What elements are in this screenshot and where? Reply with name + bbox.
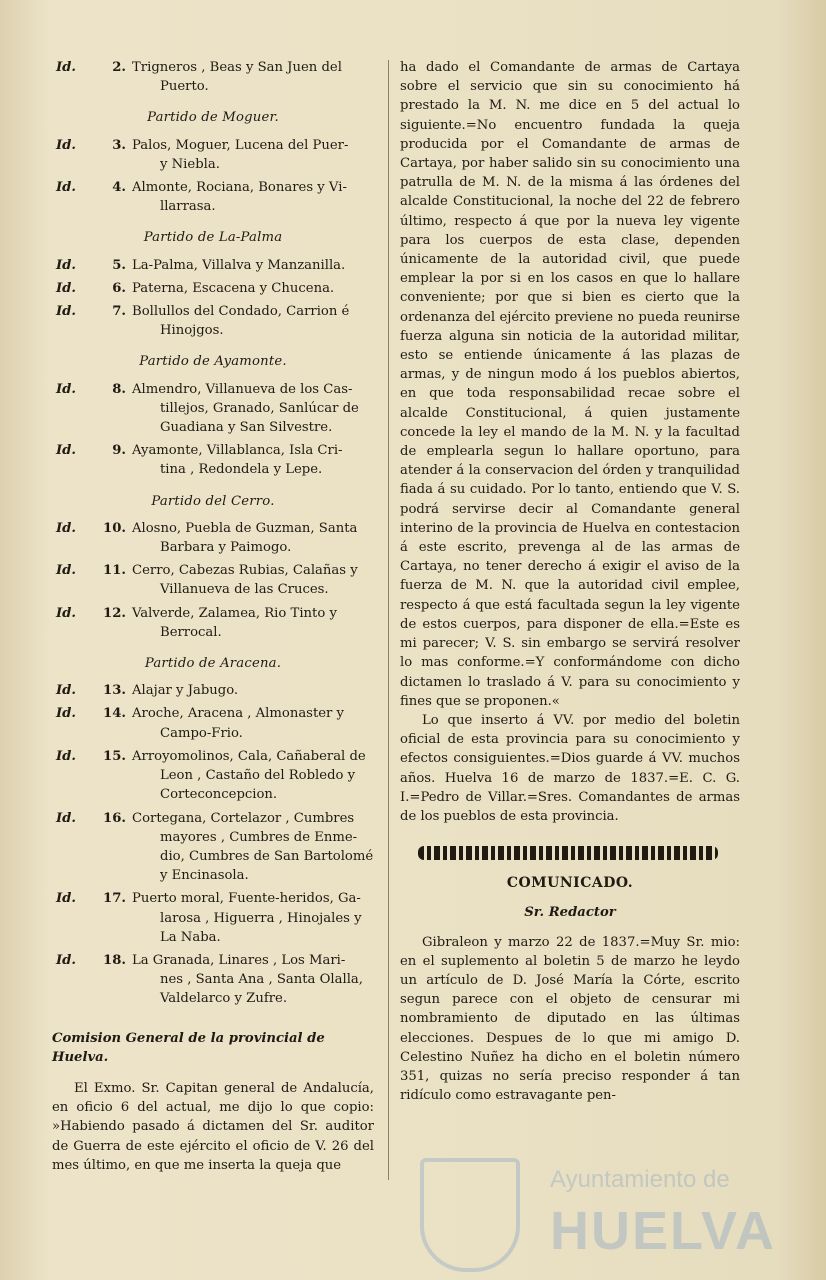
right-column	[400, 58, 740, 1105]
entry-id-label: Id.	[56, 180, 76, 196]
entry-towns-line: Villanueva de las Cruces.	[160, 582, 329, 598]
entry-number: 18.	[103, 952, 126, 968]
entry-id-label: Id.	[56, 952, 76, 968]
entry-number: 13.	[103, 683, 126, 699]
entry-id-label: Id.	[56, 257, 76, 273]
entry-id-label: Id.	[56, 891, 76, 907]
partido-heading-aracena: Partido de Aracena.	[144, 656, 282, 672]
district-entry	[52, 279, 374, 298]
dictamen-paragraph: ha dado el Comandante de armas de Cartaya sobre el servicio que sin su conocimiento há prestado la M. N. me dice en 5 del actual lo siguiente.=No encuentro fundada la queja producida por el Comandante de armas de Cartaya, por haber salido sin su conocimiento una patrulla de M. N. de la misma á las órdenes del alcalde Constitucional, la noche del 22 de febrero último, respecto á que por la nueva ley vigente para los cuerpos de esta clase, dependen únicamente de la autoridad civil, que puede emplear la por si en los casos en que lo hallare conveniente; por que si bien es cierto que la ordenanza del ejército previene no pueda reunirse fuerza alguna sin noticia de la autoridad militar, esto se entiende únicamente á las plazas de armas, y de ningun modo á los pueblos abiertos, en que toda responsabilidad recae sobre el alcalde Constitucional, á quien justamente concede la ley el mando de la M. N. y la facultad de emplearla segun lo hallare oportuno, para atender á la conservacion del órden y tranquilidad fiada á su cuidado. Por lo tanto, entiendo que V. S. podrá servirse decir al Comandante general interino de la provincia de Huelva en contestacion á este escrito, prevenga al de las armas de Cartaya, no tener derecho á exigir el aviso de la fuerza de M. N. que la autoridad civil emplee, respecto á que está facultada segun la ley vigente de estos cuerpos, para disponer de ella.=Este es mi parecer; V. S. sin embargo se servirá resolver lo mas conforme.=Y conformándome con dicho dictamen lo traslado á V. para su conocimiento y fines que se proponen.«	[400, 60, 740, 709]
entries-group	[52, 519, 374, 642]
entry-towns-line: Barbara y Paimogo.	[160, 540, 292, 556]
district-entry	[52, 58, 374, 96]
entry-towns	[132, 519, 374, 557]
entry-towns	[132, 704, 374, 742]
district-entry	[52, 256, 374, 275]
district-entry	[52, 747, 374, 805]
entry-number: 12.	[103, 605, 126, 621]
entry-id-label: Id.	[56, 381, 76, 397]
entry-towns-line: Corteconcepcion.	[160, 787, 278, 803]
entry-id-label: Id.	[56, 810, 76, 826]
entry-towns	[132, 380, 374, 438]
entry-number: 11.	[103, 563, 126, 579]
entries-group	[52, 58, 374, 96]
entry-towns-line: Campo-Frio.	[160, 725, 243, 741]
entry-number: 10.	[103, 520, 126, 536]
entry-towns	[132, 561, 374, 599]
insertion-paragraph: Lo que inserto á VV. por medio del boletin oficial de esta provincia para su conocimiento y efectos consiguientes.=Dios guarde á VV. muchos años. Huelva 16 de marzo de 1837.=E. C. G. I.=Pedro de Villar.=Sres. Comandantes de armas de los pueblos de esta provincia.	[400, 712, 740, 824]
entries-group	[52, 256, 374, 341]
comision-text: El Exmo. Sr. Capitan general de Andalucía, en oficio 6 del actual, me dijo lo que copio: »Habiendo pasado á dictamen del Sr. auditor de Guerra de este ejército el oficio de V. 26 del mes último, en que me inserta la queja que	[52, 1080, 374, 1173]
entry-towns	[132, 302, 374, 340]
entry-towns-line: Cortegana, Cortelazor , Cumbres	[132, 810, 355, 826]
entry-number: 9.	[112, 443, 126, 459]
district-entry	[52, 178, 374, 216]
entry-towns	[132, 681, 374, 700]
entry-number: 16.	[103, 810, 126, 826]
entry-towns-line: Alosno, Puebla de Guzman, Santa	[132, 520, 358, 536]
entry-towns	[132, 441, 374, 479]
comunicado-heading: COMUNICADO.	[506, 875, 634, 892]
entry-number: 5.	[112, 257, 126, 273]
entry-towns-line: Almonte, Rociana, Bonares y Vi-	[132, 180, 347, 196]
entry-id-label: Id.	[56, 137, 76, 153]
entry-towns	[132, 279, 374, 298]
entry-number: 15.	[103, 748, 126, 764]
entry-id-label: Id.	[56, 605, 76, 621]
partido-heading-cerro: Partido del Cerro.	[151, 493, 275, 509]
redactor-salutation: Sr. Redactor	[524, 905, 616, 921]
entry-towns-line: La Granada, Linares , Los Mari-	[132, 952, 346, 968]
entry-number: 6.	[112, 280, 126, 296]
district-entry	[52, 441, 374, 479]
entry-id-label: Id.	[56, 563, 76, 579]
district-entry	[52, 704, 374, 742]
entries-group	[52, 380, 374, 480]
entry-towns-line: Arroyomolinos, Cala, Cañaberal de	[132, 748, 366, 764]
entry-number: 4.	[112, 180, 126, 196]
entry-number: 2.	[112, 60, 126, 75]
entry-towns-line: Puerto moral, Fuente-heridos, Ga-	[132, 891, 361, 907]
entry-towns	[132, 256, 374, 275]
district-entry	[52, 889, 374, 947]
entry-id-label: Id.	[56, 280, 76, 296]
entry-towns	[132, 889, 374, 947]
entry-number: 3.	[112, 137, 126, 153]
entry-towns-line: Leon , Castaño del Robledo y	[160, 768, 356, 784]
district-entry	[52, 809, 374, 886]
entries-group	[52, 136, 374, 217]
entry-towns-line: dio, Cumbres de San Bartolomé	[160, 848, 374, 864]
district-entry	[52, 604, 374, 642]
partido-heading-la-palma: Partido de La-Palma	[143, 230, 283, 246]
entry-towns-line: Bollullos del Condado, Carrion é	[132, 304, 350, 320]
entry-id-label: Id.	[56, 706, 76, 722]
entry-towns-line: Cerro, Cabezas Rubias, Calañas y	[132, 563, 358, 579]
ornamental-rule	[418, 846, 718, 860]
entry-towns-line: Trigneros , Beas y San Juen del	[132, 60, 342, 75]
entry-number: 8.	[112, 381, 126, 397]
entry-towns-line: Palos, Moguer, Lucena del Puer-	[132, 137, 349, 153]
entry-towns	[132, 951, 374, 1009]
entry-towns-line: larosa , Higuerra , Hinojales y	[160, 910, 362, 926]
entry-id-label: Id.	[56, 683, 76, 699]
watermark-line2: HUELVA	[550, 1201, 776, 1261]
shield-icon	[420, 1158, 520, 1272]
entry-towns-line: Ayamonte, Villablanca, Isla Cri-	[132, 443, 343, 459]
entry-towns	[132, 747, 374, 805]
district-entry	[52, 519, 374, 557]
entry-towns-line: tina , Redondela y Lepe.	[160, 462, 323, 478]
entry-towns-line: nes , Santa Ana , Santa Olalla,	[160, 972, 363, 988]
district-entry	[52, 951, 374, 1009]
district-entry	[52, 681, 374, 700]
letter-paragraph: Gibraleon y marzo 22 de 1837.=Muy Sr. mio: en el suplemento al boletin 5 de marzo he leydo un artículo de D. José María la Córte, escrito segun parece con el objeto de censurar mi nombramiento de diputado en las últimas elecciones. Despues de lo que mi amigo D. Celestino Nuñez ha dicho en el boletin número 351, quizas no sería preciso responder á tan ridículo como estravagante pen-	[400, 934, 740, 1104]
partido-heading-ayamonte: Partido de Ayamonte.	[139, 354, 287, 370]
column-divider	[388, 60, 389, 1180]
entry-id-label: Id.	[56, 748, 76, 764]
entry-towns-line: mayores , Cumbres de Enme-	[160, 829, 358, 845]
watermark	[420, 1150, 776, 1270]
entry-towns-line: llarrasa.	[160, 199, 216, 215]
entry-towns	[132, 604, 374, 642]
entry-towns-line: y Encinasola.	[160, 868, 249, 884]
entry-towns-line: La Naba.	[160, 929, 221, 945]
entry-number: 17.	[103, 891, 126, 907]
entry-towns-line: Guadiana y San Silvestre.	[160, 420, 333, 436]
entry-towns-line: Hinojgos.	[160, 323, 224, 339]
district-entry	[52, 302, 374, 340]
partido-heading-moguer: Partido de Moguer.	[147, 110, 279, 126]
district-entry	[52, 380, 374, 438]
entry-towns-line: Valverde, Zalamea, Rio Tinto y	[132, 605, 337, 621]
entry-towns-line: La-Palma, Villalva y Manzanilla.	[132, 257, 346, 273]
entry-towns-line: Alajar y Jabugo.	[132, 683, 239, 699]
district-entry	[52, 136, 374, 174]
entry-towns	[132, 58, 374, 96]
entry-towns-line: Berrocal.	[160, 624, 222, 640]
entry-towns-line: Valdelarco y Zufre.	[160, 991, 288, 1007]
entry-towns	[132, 136, 374, 174]
entry-towns-line: Aroche, Aracena , Almonaster y	[132, 706, 345, 722]
entries-group	[52, 681, 374, 1008]
entry-id-label: Id.	[56, 60, 76, 75]
left-column	[52, 58, 374, 1175]
entry-id-label: Id.	[56, 304, 76, 320]
district-entry	[52, 561, 374, 599]
entry-towns-line: Puerto.	[160, 79, 209, 95]
entry-id-label: Id.	[56, 443, 76, 459]
comision-heading: Comision General de la provincial de Huelva.	[52, 1030, 325, 1065]
entry-id-label: Id.	[56, 520, 76, 536]
entry-number: 7.	[112, 304, 126, 320]
entry-towns	[132, 178, 374, 216]
entry-towns-line: tillejos, Granado, Sanlúcar de	[160, 400, 359, 416]
entry-towns-line: Almendro, Villanueva de los Cas-	[132, 381, 353, 397]
watermark-line1: Ayuntamiento de	[550, 1166, 730, 1193]
entry-towns-line: y Niebla.	[160, 156, 220, 172]
entry-number: 14.	[103, 706, 126, 722]
entry-towns-line: Paterna, Escacena y Chucena.	[132, 280, 335, 296]
entry-towns	[132, 809, 374, 886]
